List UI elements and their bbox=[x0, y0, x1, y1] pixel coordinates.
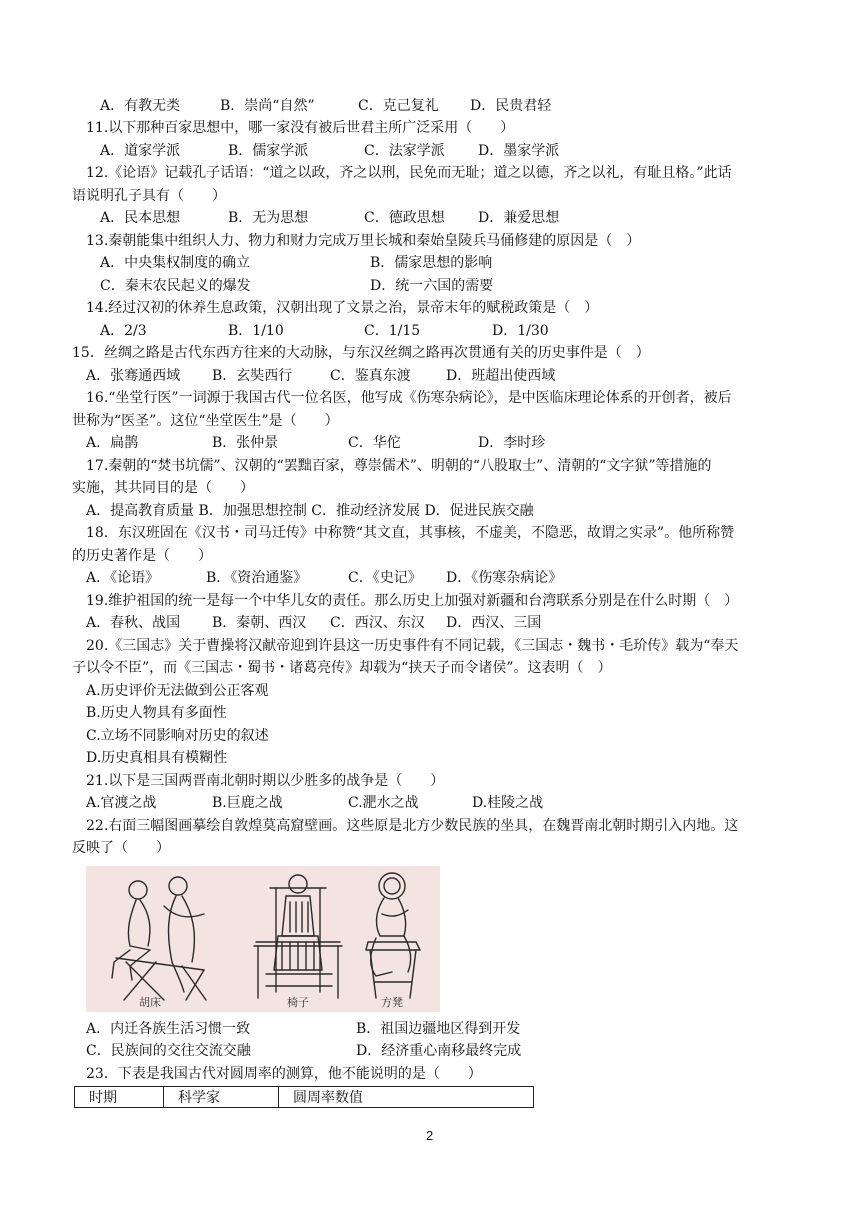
q20-stem-line1: 20.《三国志》关于曹操将汉献帝迎到许县这一历史事件有不同记载，《三国志・魏书・毛玠传》载为“奉天 bbox=[86, 638, 739, 654]
q12-option-c: C．德政思想 bbox=[364, 210, 445, 226]
q11-option-d: D．墨家学派 bbox=[478, 143, 560, 159]
pi-table bbox=[74, 1086, 534, 1108]
q18-option-c: C．《史记》 bbox=[348, 570, 422, 586]
q17-stem-line1: 17.秦朝的“焚书坑儒”、汉朝的“罢黜百家，尊崇儒术”、明朝的“八股取士”、清朝的“文字狱”等措施的 bbox=[86, 458, 712, 474]
fang-deng-sketch bbox=[366, 873, 420, 998]
q16-option-a: A．扁鹊 bbox=[86, 435, 139, 451]
q14-option-b: B．1/10 bbox=[228, 323, 284, 339]
q15-stem: 15．丝绸之路是古代东西方往来的大动脉，与东汉丝绸之路再次贯通有关的历史事件是（ ） bbox=[72, 345, 650, 361]
q16-stem-line2: 世称为“医圣”。这位“坐堂医生”是（ ） bbox=[72, 413, 339, 429]
q19-option-c: C．西汉、东汉 bbox=[330, 615, 425, 631]
q21-option-b: B.巨鹿之战 bbox=[212, 795, 283, 811]
q20-option-d: D.历史真相具有模糊性 bbox=[86, 750, 228, 766]
q10-option-c: C．克己复礼 bbox=[358, 98, 439, 114]
q19-stem: 19.维护祖国的统一是每一个中华儿女的责任。那么历史上加强对新疆和台湾联系分别是在什么时期（ ） bbox=[86, 593, 739, 609]
label-fang-deng: 方凳 bbox=[381, 996, 403, 1009]
q12-option-d: D．兼爱思想 bbox=[478, 210, 560, 226]
table-header-scientist: 科学家 bbox=[164, 1087, 279, 1108]
q16-option-b: B．张仲景 bbox=[212, 435, 279, 451]
table-header-row bbox=[75, 1087, 534, 1108]
q22-option-d: D．经济重心南移最终完成 bbox=[356, 1043, 522, 1059]
q10-option-b: B．崇尚“自然” bbox=[220, 98, 315, 114]
q14-option-a: A．2/3 bbox=[100, 323, 147, 339]
q17-stem-line2: 实施，其共同目的是（ ） bbox=[72, 480, 254, 496]
q20-stem-line2: 子以令不臣”，而《三国志・蜀书・诸葛亮传》却载为“挟天子而令诸侯”。这表明（ ） bbox=[72, 660, 612, 676]
q20-option-b: B.历史人物具有多面性 bbox=[86, 705, 227, 721]
q22-option-c: C．民族间的交往交流交融 bbox=[86, 1043, 251, 1059]
q10-option-d: D．民贵君轻 bbox=[470, 98, 552, 114]
q21-option-a: A.官渡之战 bbox=[86, 795, 157, 811]
q13-option-c: C．秦末农民起义的爆发 bbox=[100, 278, 251, 294]
q13-option-a: A．中央集权制度的确立 bbox=[100, 255, 251, 271]
mural-sketch-drawing bbox=[86, 866, 440, 1012]
q17-options: A．提高教育质量 B．加强思想控制 C．推动经济发展 D．促进民族交融 bbox=[86, 503, 534, 519]
label-yi-zi: 椅子 bbox=[287, 996, 309, 1009]
q18-option-b: B．《资治通鉴》 bbox=[206, 570, 308, 586]
q14-stem: 14.经过汉初的休养生息政策，汉朝出现了文景之治，景帝末年的赋税政策是（ ） bbox=[86, 300, 599, 316]
q12-stem-line2: 语说明孔子具有（ ） bbox=[72, 188, 226, 204]
q22-option-b: B．祖国边疆地区得到开发 bbox=[356, 1021, 521, 1037]
q14-option-d: D．1/30 bbox=[492, 323, 549, 339]
label-hu-chuang: 胡床 bbox=[139, 996, 161, 1009]
q13-option-b: B．儒家思想的影响 bbox=[370, 255, 493, 271]
yi-zi-sketch bbox=[254, 875, 342, 998]
q14-option-c: C．1/15 bbox=[364, 323, 421, 339]
q11-stem: 11.以下那种百家思想中，哪一家没有被后世君主所广泛采用（ ） bbox=[86, 120, 515, 136]
q18-option-a: A．《论语》 bbox=[86, 570, 160, 586]
q22-stem-line1: 22.右面三幅图画摹绘自敦煌莫高窟壁画。这些原是北方少数民族的坐具，在魏晋南北朝时期引入内地。这 bbox=[86, 818, 739, 834]
q16-stem-line1: 16.“坐堂行医”一词源于我国古代一位名医，他写成《伤寒杂病论》，是中医临床理论体系的开创者，被后 bbox=[86, 390, 732, 406]
q15-option-a: A．张骞通西域 bbox=[86, 368, 181, 384]
q21-option-c: C.淝水之战 bbox=[348, 795, 419, 811]
q18-option-d: D．《伤寒杂病论》 bbox=[446, 570, 563, 586]
q12-option-a: A．民本思想 bbox=[100, 210, 181, 226]
q22-stem-line2: 反映了（ ） bbox=[72, 840, 170, 856]
table-header-period: 时期 bbox=[75, 1087, 164, 1108]
q19-option-a: A．春秋、战国 bbox=[86, 615, 181, 631]
q20-option-a: A.历史评价无法做到公正客观 bbox=[86, 683, 269, 699]
q19-option-d: D．西汉、三国 bbox=[446, 615, 542, 631]
q10-option-a: A．有教无类 bbox=[100, 98, 181, 114]
q18-stem-line1: 18．东汉班固在《汉书・司马迁传》中称赞“其文直，其事核，不虚美，不隐恶，故谓之实录”。他所称赞 bbox=[86, 525, 735, 541]
q21-stem: 21.以下是三国两晋南北朝时期以少胜多的战争是（ ） bbox=[86, 773, 445, 789]
q22-mural-figure bbox=[86, 866, 440, 1012]
q12-option-b: B．无为思想 bbox=[228, 210, 309, 226]
hu-chuang-sketch bbox=[112, 877, 206, 1000]
q13-option-d: D．统一六国的需要 bbox=[370, 278, 494, 294]
q18-stem-line2: 的历史著作是（ ） bbox=[72, 548, 212, 564]
q19-option-b: B．秦朝、西汉 bbox=[212, 615, 307, 631]
page-number: 2 bbox=[426, 1128, 434, 1143]
table-header-pi-value: 圆周率数值 bbox=[279, 1087, 534, 1108]
q15-option-b: B．玄奘西行 bbox=[212, 368, 293, 384]
q15-option-d: D．班超出使西域 bbox=[446, 368, 556, 384]
q21-option-d: D.桂陵之战 bbox=[472, 795, 544, 811]
q16-option-c: C．华佗 bbox=[348, 435, 401, 451]
q11-option-a: A．道家学派 bbox=[100, 143, 181, 159]
q20-option-c: C.立场不同影响对历史的叙述 bbox=[86, 728, 269, 744]
q23-stem: 23．下表是我国古代对圆周率的测算，他不能说明的是（ ） bbox=[86, 1066, 482, 1082]
q11-option-c: C．法家学派 bbox=[364, 143, 445, 159]
q16-option-d: D．李时珍 bbox=[478, 435, 546, 451]
q22-option-a: A．内迁各族生活习惯一致 bbox=[86, 1021, 251, 1037]
q15-option-c: C．鉴真东渡 bbox=[330, 368, 411, 384]
q13-stem: 13.秦朝能集中组织人力、物力和财力完成万里长城和秦始皇陵兵马俑修建的原因是（ ） bbox=[86, 233, 641, 249]
q12-stem-line1: 12.《论语》记载孔子话语：“道之以政，齐之以刑，民免而无耻；道之以德，齐之以礼，有耻且格。”此话 bbox=[86, 165, 732, 181]
q11-option-b: B．儒家学派 bbox=[228, 143, 309, 159]
